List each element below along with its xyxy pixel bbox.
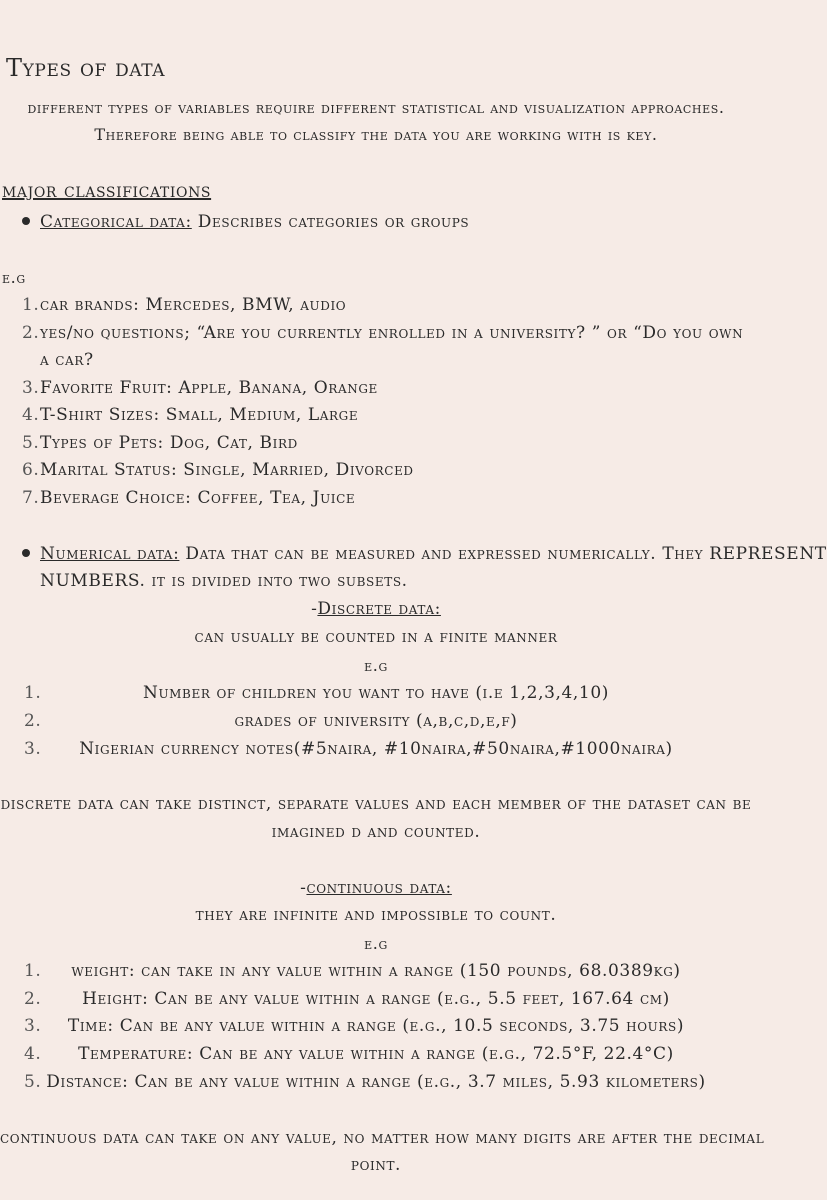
list-item: 3. Favorite Fruit: Apple, Banana, Orange xyxy=(22,377,378,398)
categorical-label: Categorical data: xyxy=(40,212,192,232)
continuous-summary-line-2: point. xyxy=(350,1155,402,1175)
page-title: Types of data xyxy=(6,54,166,82)
continuous-summary-line-1: continuous data can take on any value, no matter how many digits are after the decimal xyxy=(0,1128,765,1148)
continuous-subtitle: they are infinite and impossible to count. xyxy=(195,905,557,925)
major-classifications-heading: major classifications xyxy=(2,178,212,202)
discrete-summary-line-2: imagined d and counted. xyxy=(271,822,481,842)
categorical-bullet xyxy=(22,212,469,232)
intro-line-2: Therefore being able to classify the data you are working with is key. xyxy=(94,125,658,144)
list-item: 1. car brands: Mercedes, BMW, audio xyxy=(22,295,347,315)
list-item: 4. T-Shirt Sizes: Small, Medium, Large xyxy=(22,405,359,425)
discrete-summary-line-1: discrete data can take distinct, separate values and each member of the dataset can be xyxy=(0,794,752,814)
discrete-subtitle: can usually be counted in a finite manner xyxy=(194,627,558,647)
categorical-eg: e.g xyxy=(2,268,26,287)
numerical-description: Data that can be measured and expressed numerically. They REPRESENT xyxy=(179,544,827,564)
intro-paragraph xyxy=(0,94,752,148)
discrete-heading: -Discrete data: xyxy=(311,599,441,619)
continuous-heading: -continuous data: xyxy=(300,878,452,898)
intro-line-1: different types of variables require different statistical and visualization approaches. xyxy=(27,98,725,117)
list-item: 7. Beverage Choice: Coffee, Tea, Juice xyxy=(22,487,356,508)
bullet-icon xyxy=(22,549,30,557)
categorical-description: Describes categories or groups xyxy=(191,212,470,232)
numerical-bullet xyxy=(22,544,827,564)
categorical-examples-list xyxy=(22,292,747,512)
numerical-label: Numerical data: xyxy=(40,544,180,564)
continuous-eg: e.g xyxy=(364,934,388,953)
list-item: 5. Types of Pets: Dog, Cat, Bird xyxy=(22,432,298,453)
discrete-eg: e.g xyxy=(364,656,388,675)
list-item: 6. Marital Status: Single, Married, Divorced xyxy=(22,460,414,480)
list-item: 2. yes/no questions; “Are you currently enrolled in a university? ” or “Do you own a car? xyxy=(22,322,744,370)
bullet-icon xyxy=(22,217,30,225)
numerical-description-cont: NUMBERS. it is divided into two subsets. xyxy=(40,571,408,591)
document-page: Types of data different types of variables require different statistical and visualization approaches. Therefore being able to classify the data you are working with is key. major classifications Categorical data: Describes categories or groups e.g 1. car brands: Mercedes, BMW, audio 2. yes/no questions; “Are you currently enrolled in a university? ” or “Do you own a car? 3. Favorite Fruit: Apple, Banana, Orange 4. T-Shirt Sizes: Small, Medium, Large 5. Types of Pets: Dog, Cat, Bird 6. Marital Status: Single, Married, Divorced 7. Beverage Choice: Coffee, Tea, Juice Numerical data: Data that can be measured and expressed numerically. They REPRESENT NUMBERS. it is divided into two subsets. -Discrete data: can usually be counted in a finite manner e.g 1. Number of children you want to have (i.e 1,2,3,4,10) 2. grades of university (a,b,c,d,e,f) 3. Nigerian currency notes(#5naira, #10naira,#50naira,#1000naira) discrete data can take distinct, separate values and each member of the dataset can be imagined d and counted. -continuous data: they are infinite and impossible to count. e.g 1. weight: can take in any value within a range (150 pounds, 68.0389kg) 2. Height: Can be any value within a range (e.g., 5.5 feet, 167.64 cm) 3. Time: Can be any value within a range (e.g., 10.5 seconds, 3.75 hours) 4. Temperature: Can be any value within a range (e.g., 72.5°F, 22.4°C) 5. Distance: Can be any value within a range (e.g., 3.7 miles, 5.93 kilometers) continuous data can take on any value, no matter how many digits are after the decimal point. xyxy=(0,54,827,1175)
